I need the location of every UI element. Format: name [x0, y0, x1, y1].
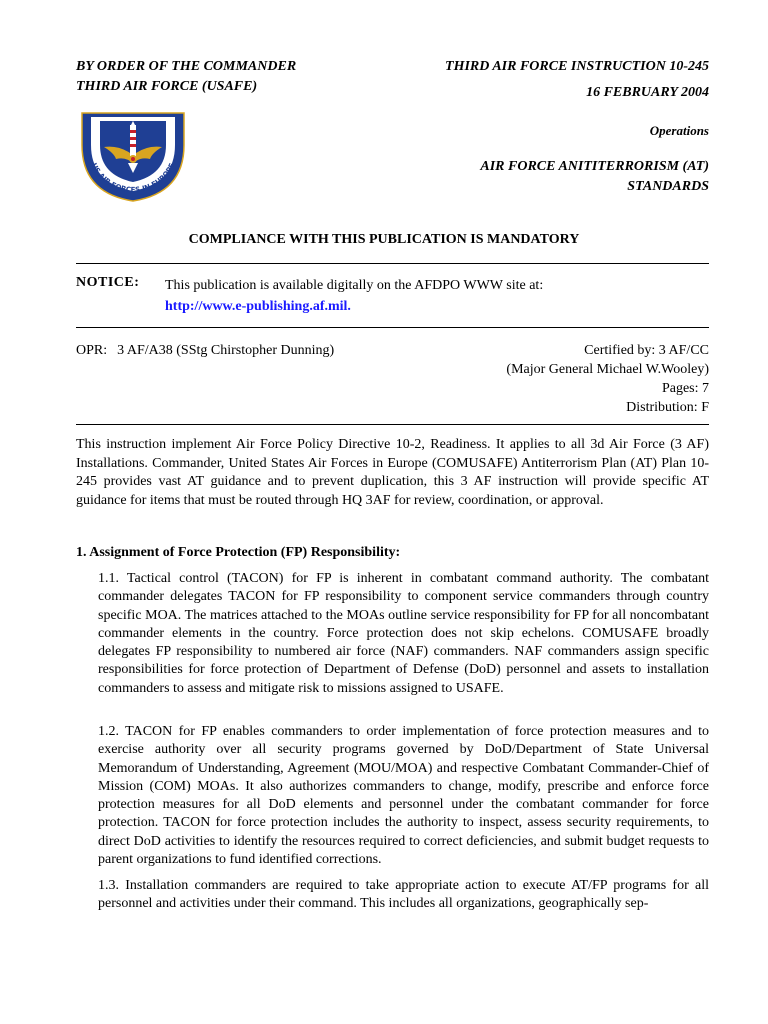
- paragraph-1-1: 1.1. Tactical control (TACON) for FP is inherent in combatant command authority. The combatant commander delegates TACON for FP responsibility to component service commanders through country specific MOA. The matrices attached to the MOAs outline service responsibility for FP for all noncombatant commander elements in the country. Force protection does not skip echelons. COMUSAFE broadly delegates FP responsibility to numbered air force (NAF) commanders. NAF commanders assign specific responsibilities for force protection of Department of Defense (DoD) personnel and assets to installation commanders to assess and mitigate risk to missions assigned to USAFE.: [98, 571, 709, 696]
- opr-label: OPR:: [76, 343, 108, 358]
- instruction-number: THIRD AIR FORCE INSTRUCTION 10-245: [445, 59, 709, 74]
- opr-value: 3 AF/A38 (SStg Chirstopher Dunning): [117, 343, 335, 358]
- certified-by: Certified by: 3 AF/CC: [584, 343, 709, 358]
- page-count: Pages: 7: [661, 381, 709, 396]
- opr-line: [76, 341, 334, 360]
- authority-line-2: THIRD AIR FORCE (USAFE): [76, 79, 258, 94]
- divider: [76, 327, 709, 328]
- seal-ring-text: US AIR FORCES IN EUROPE: [89, 161, 177, 195]
- issuing-authority: [76, 57, 296, 97]
- distribution: Distribution: F: [626, 400, 709, 415]
- paragraph-1-2: 1.2. TACON for FP enables commanders to order implementation of force protection measures and to exercise authority over all security programs governed by DoD/Department of State Universal Memorandum of Understanding, Agreement (MOU/MOA) and respective Combatant Commander-Chief of Mission (COM) MOAs. It also authorizes commanders to change, modify, prescribe and enforce force protection measures for all DoD elements and personnel under the combatant commander for force protection. TACON for force protection includes the authority to inspect, assess security requirements, to direct DoD activities to identify the resources required to correct deficiencies, and submit budget requests to parent organizations to fund identified corrections.: [98, 724, 709, 868]
- publication-title-line-2: STANDARDS: [627, 179, 709, 194]
- publication-title-line-1: AIR FORCE ANITITERRORISM (AT): [480, 159, 709, 174]
- divider: [76, 424, 709, 425]
- divider: [76, 263, 709, 264]
- notice-body: [165, 275, 543, 317]
- authority-line-1: BY ORDER OF THE COMMANDER: [76, 59, 297, 74]
- publication-category: Operations: [649, 123, 709, 138]
- publication-date: 16 FEBRUARY 2004: [586, 85, 709, 100]
- epublishing-link[interactable]: http://www.e-publishing.af.mil.: [165, 299, 351, 314]
- usafe-seal-logo: [74, 103, 192, 203]
- publication-header: [445, 57, 709, 197]
- notice-label: NOTICE:: [76, 275, 140, 290]
- paragraph-1-3: 1.3. Installation commanders are required to take appropriate action to execute AT/FP programs for all personnel and activities under their command. This includes all organizations, geographically sep-: [98, 878, 709, 912]
- certifier-name: (Major General Michael W.Wooley): [506, 362, 709, 377]
- compliance-statement: COMPLIANCE WITH THIS PUBLICATION IS MANDATORY: [188, 232, 580, 247]
- summary-paragraph: This instruction implement Air Force Policy Directive 10-2, Readiness. It applies to all 3d Air Force (3 AF) Installations. Commander, United States Air Forces in Europe (COMUSAFE) Antiterrorism Plan (AT) Plan 10-245 provides vast AT guidance and to prevent duplication, this 3 AF instruction will provide specific AT guidance for items that must be routed through HQ 3AF for review, coordination, or approval.: [76, 437, 709, 508]
- notice-text: This publication is available digitally on the AFDPO WWW site at:: [165, 278, 544, 293]
- section-heading: 1. Assignment of Force Protection (FP) Responsibility:: [76, 545, 401, 560]
- certification-block: [506, 341, 709, 417]
